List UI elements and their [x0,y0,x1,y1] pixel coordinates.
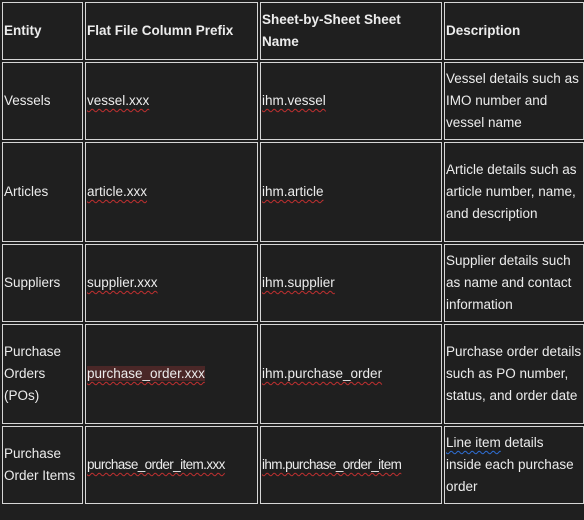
prefix-cell [85,142,258,242]
sheet-name-text: ihm.article [262,184,324,199]
description-cell: Supplier details such as name and contact information [444,244,584,322]
header-description: Description [444,2,584,60]
entity-cell: Purchase Orders (POs) [2,324,83,424]
prefix-text: purchase_order.xxx [87,366,205,381]
description-cell: Vessel details such as IMO number and vessel name [444,62,584,140]
header-sheet-name: Sheet-by-Sheet Sheet Name [260,2,442,60]
sheet-name-text: ihm.vessel [262,93,326,108]
entity-cell: Purchase Order Items [2,426,83,504]
description-cell: Article details such as article number, name, and description [444,142,584,242]
table-row [2,324,584,424]
description-cell [444,426,584,504]
sheet-name-cell [260,244,442,322]
sheet-name-text: ihm.supplier [262,275,335,290]
sheet-name-cell [260,62,442,140]
sheet-name-cell [260,324,442,424]
entity-cell: Vessels [2,62,83,140]
header-entity: Entity [2,2,83,60]
table-row [2,426,584,504]
header-row [2,2,584,60]
entity-cell: Suppliers [2,244,83,322]
header-flat-file-column-prefix: Flat File Column Prefix [85,2,258,60]
table-row [2,142,584,242]
prefix-cell [85,62,258,140]
table-row [2,244,584,322]
prefix-text: purchase_order_item.xxx [87,457,225,472]
prefix-cell [85,426,258,504]
sheet-name-text: ihm.purchase_order_item [262,457,402,472]
table-row [2,62,584,140]
entity-cell: Articles [2,142,83,242]
description-lead-text: Line item [446,435,501,450]
description-rest-text: details inside each purchase order [446,435,574,494]
sheet-name-cell [260,142,442,242]
prefix-cell [85,324,258,424]
sheet-name-cell [260,426,442,504]
sheet-name-text: ihm.purchase_order [262,366,383,381]
prefix-text: article.xxx [87,184,148,199]
prefix-text: supplier.xxx [87,275,158,290]
prefix-text: vessel.xxx [87,93,150,108]
prefix-cell [85,244,258,322]
description-cell: Purchase order details such as PO number, status, and order date [444,324,584,424]
